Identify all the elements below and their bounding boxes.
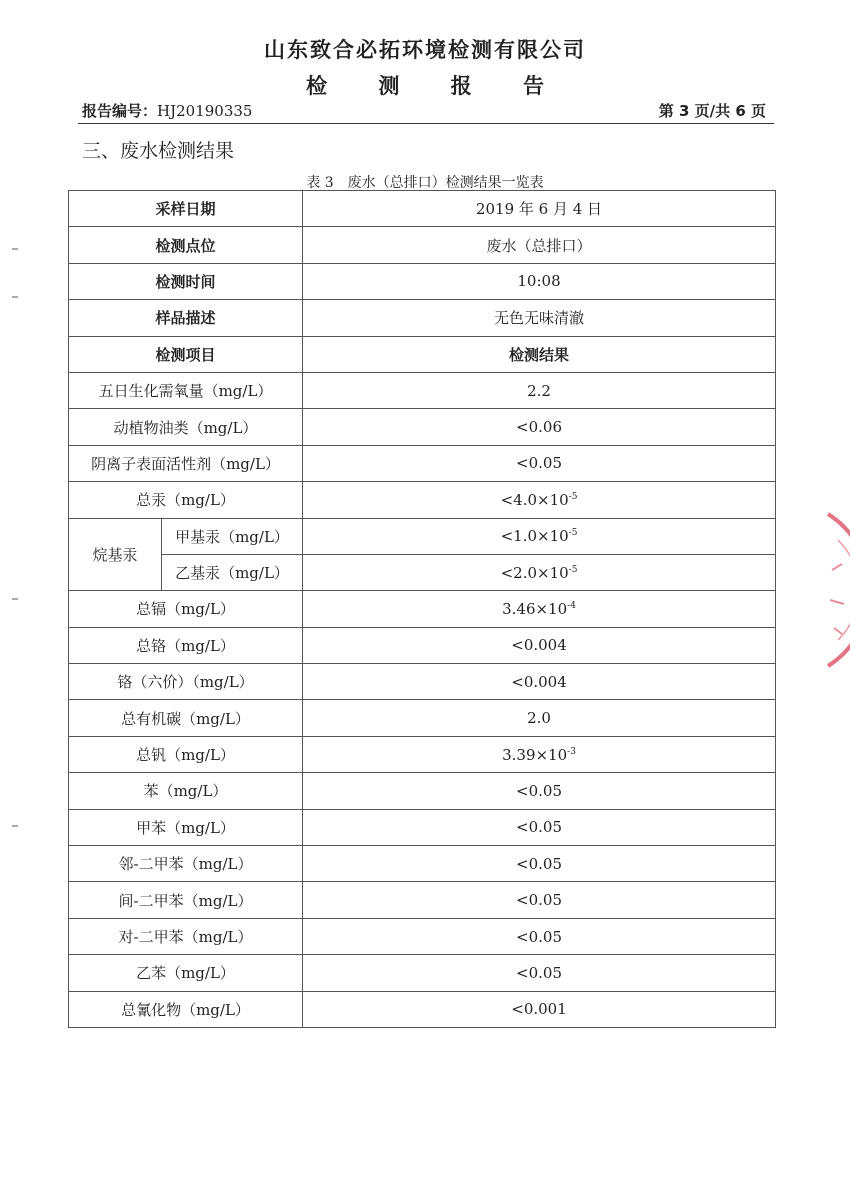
result-mantissa: <1.0×10 [500,527,569,546]
result-exponent: -4 [567,600,576,611]
item-cell: 五日生化需氧量（mg/L） [69,372,303,408]
item-cell: 动植物油类（mg/L） [69,409,303,445]
scan-mark [12,296,18,298]
result-cell: <0.06 [303,409,776,445]
info-value: 10:08 [303,263,776,299]
result-exponent: -5 [568,564,578,575]
result-exponent: -3 [567,746,576,757]
info-label: 检测时间 [69,263,303,299]
item-cell: 总氰化物（mg/L） [69,991,303,1027]
results-table [68,190,776,1028]
item-cell: 甲苯（mg/L） [69,809,303,845]
report-title: 检 测 报 告 [306,74,566,98]
result-cell: 2.2 [303,372,776,408]
table-row [69,409,776,445]
page-indicator: 第 3 页/共 6 页 [658,102,766,120]
result-cell: <0.05 [303,882,776,918]
result-cell: <0.05 [303,773,776,809]
info-label: 采样日期 [69,191,303,227]
result-cell [303,518,776,554]
result-exponent: -5 [568,528,578,539]
item-cell: 总镉（mg/L） [69,591,303,627]
item-cell: 对-二甲苯（mg/L） [69,918,303,954]
table-header-row [69,336,776,372]
item-cell: 乙基汞（mg/L） [162,554,303,590]
result-cell: <0.05 [303,918,776,954]
column-header-item: 检测项目 [69,336,303,372]
result-cell [303,482,776,518]
table-row [69,809,776,845]
table-row [69,482,776,518]
official-seal-fragment [818,510,850,670]
scan-mark [12,248,18,250]
item-cell: 总钒（mg/L） [69,736,303,772]
table-row [69,627,776,663]
report-number-label: 报告编号： [82,102,158,120]
result-cell: <0.004 [303,664,776,700]
header-divider [78,123,774,124]
table-row [69,955,776,991]
table-row [69,300,776,336]
item-cell: 邻-二甲苯（mg/L） [69,846,303,882]
table-row [69,554,776,590]
info-label: 样品描述 [69,300,303,336]
result-cell: <0.004 [303,627,776,663]
item-cell: 铬（六价）（mg/L） [69,664,303,700]
company-name: 山东致合必拓环境检测有限公司 [264,38,586,62]
result-mantissa: <4.0×10 [500,490,569,509]
result-exponent: -5 [568,491,578,502]
table-row [69,518,776,554]
seal-mark [830,564,844,634]
info-value: 2019 年 6 月 4 日 [303,191,776,227]
table-row [69,664,776,700]
result-cell [303,554,776,590]
result-mantissa: 3.46×10 [502,599,568,618]
result-cell: <0.001 [303,991,776,1027]
scan-mark [12,598,18,600]
table-caption: 表 3 废水（总排口）检测结果一览表 [306,175,544,191]
table-row [69,263,776,299]
item-cell: 间-二甲苯（mg/L） [69,882,303,918]
table-row [69,882,776,918]
table-row [69,846,776,882]
table-row [69,773,776,809]
result-cell [303,736,776,772]
table-row [69,736,776,772]
report-number [82,100,252,121]
column-header-result: 检测结果 [303,336,776,372]
result-cell: <0.05 [303,445,776,481]
result-cell: <0.05 [303,955,776,991]
table-row [69,445,776,481]
result-mantissa: 3.39×10 [502,745,568,764]
table-row [69,227,776,263]
table-row [69,918,776,954]
table-row [69,191,776,227]
info-value: 无色无味清澈 [303,300,776,336]
result-cell: <0.05 [303,846,776,882]
result-mantissa: <2.0×10 [500,563,569,582]
scan-mark [12,825,18,827]
item-cell: 总有机碳（mg/L） [69,700,303,736]
table-row [69,991,776,1027]
result-cell [303,591,776,627]
item-cell: 苯（mg/L） [69,773,303,809]
item-cell: 总铬（mg/L） [69,627,303,663]
seal-ring-inner [838,540,850,640]
item-cell: 乙苯（mg/L） [69,955,303,991]
section-title: 三、废水检测结果 [82,140,235,162]
table-row [69,372,776,408]
result-cell: <0.05 [303,809,776,845]
item-cell: 总汞（mg/L） [69,482,303,518]
item-cell: 阴离子表面活性剂（mg/L） [69,445,303,481]
item-cell: 甲基汞（mg/L） [162,518,303,554]
info-label: 检测点位 [69,227,303,263]
group-cell: 烷基汞 [69,518,162,591]
seal-ring [828,514,850,666]
table-row [69,591,776,627]
table-row [69,700,776,736]
info-value: 废水（总排口） [303,227,776,263]
report-number-value: HJ20190335 [157,102,253,120]
result-cell: 2.0 [303,700,776,736]
